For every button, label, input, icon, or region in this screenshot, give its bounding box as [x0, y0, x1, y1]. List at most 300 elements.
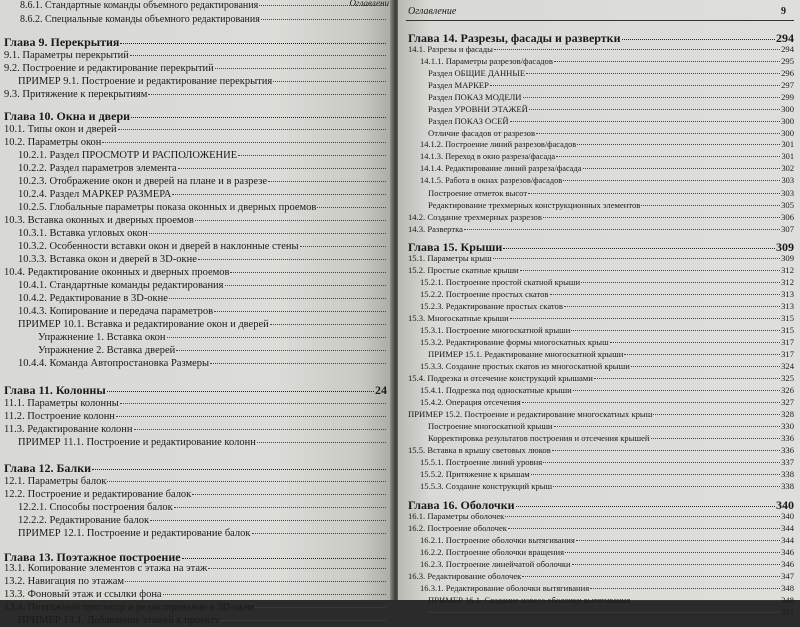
dot-leader [149, 233, 386, 234]
toc-entry-title: 13.3. Фоновый этаж и ссылки фона [4, 589, 162, 600]
toc-entry [4, 90, 387, 101]
dot-leader [238, 155, 386, 156]
chapter-heading [4, 462, 387, 474]
toc-entry-title: Редактирование трехмерных конструкционных элементов [428, 200, 641, 210]
toc-page-number: 348 [781, 595, 794, 605]
dot-leader [522, 402, 780, 403]
dot-leader [528, 193, 780, 194]
dot-leader [174, 507, 386, 508]
toc-entry [408, 213, 794, 222]
toc-entry-title: Упражнение 2. Вставка дверей [38, 345, 176, 356]
toc-entry-title: ПРИМЕР 15.1. Редактирование многоскатной крыши [428, 349, 624, 359]
toc-entry-title: Раздел ОБЩИЕ ДАННЫЕ [428, 68, 526, 78]
toc-entry [420, 536, 794, 545]
toc-entry-title: Раздел ПОКАЗ МОДЕЛИ [428, 92, 522, 102]
dot-leader [572, 564, 780, 565]
dot-leader [554, 426, 781, 427]
toc-entry [4, 51, 387, 62]
toc-entry [18, 190, 387, 201]
toc-entry-title: 11.1. Параметры колонны [4, 398, 119, 409]
toc-page-number: 324 [781, 361, 794, 371]
toc-entry [4, 577, 387, 588]
toc-entry [420, 362, 794, 371]
toc-entry-title: 15.3.1. Построение многоскатной крыши [420, 325, 571, 335]
toc-entry-title: Корректировка результатов построения и отсечения крышей [428, 433, 650, 443]
toc-entry-title: 15.4. Подрезка и отсечение конструкций крышами [408, 373, 593, 383]
toc-entry-title: 14.1.4. Редактирование линий разреза/фасада [420, 164, 582, 173]
dot-leader [583, 168, 781, 169]
left-page [0, 0, 393, 626]
left-running-head: Оглавлени [349, 0, 389, 8]
toc-page-number: 315 [781, 313, 794, 323]
toc-entry-title: 8.6.1. Стандартные команды объемного редактирования [20, 0, 259, 11]
toc-entry-title: 10.3.3. Вставка окон и дверей в 3D-окне [18, 254, 197, 265]
toc-entry-title: 16.2.3. Построение линейчатой оболочки [420, 559, 571, 569]
toc-page-number: 301 [781, 152, 794, 161]
dot-leader [107, 391, 374, 392]
toc-entry [428, 434, 794, 443]
toc-entry-title: 15.5. Вставка в крышу световых люков [408, 445, 551, 455]
chapter-heading [4, 36, 387, 48]
toc-entry [420, 326, 794, 335]
dot-leader [576, 540, 780, 541]
dot-leader [130, 55, 386, 56]
toc-entry [4, 216, 387, 227]
toc-entry [408, 45, 794, 54]
toc-entry-title: 10.3.2. Особенности вставки окон и дверей в наклонные стены [18, 241, 299, 252]
toc-entry [420, 338, 794, 347]
toc-entry [420, 57, 794, 66]
toc-entry-title: Глава 15. Крыши [408, 240, 503, 254]
toc-entry-title: 15.4.2. Операция отсечения [420, 397, 521, 407]
toc-entry [420, 153, 794, 161]
toc-entry-title: 9.1. Параметры перекрытий [4, 50, 129, 61]
toc-entry [408, 410, 794, 419]
toc-entry-title: 13.1. Копирование элементов с этажа на этаж [4, 563, 208, 574]
toc-page-number: 294 [781, 44, 794, 54]
toc-entry-title: 16.2.2. Построение оболочки вращения [420, 547, 565, 557]
toc-entry-title: 16.1. Параметры оболочек [408, 511, 505, 521]
toc-entry-title: 15.3.2. Редактирование формы многоскатных крыш [420, 337, 609, 347]
toc-entry [420, 386, 794, 395]
toc-entry-title: 15.2. Простые скатные крыши [408, 265, 519, 275]
toc-entry [428, 201, 794, 210]
toc-entry-title: 12.2.1. Способы построения балок [18, 502, 173, 513]
toc-entry [18, 616, 387, 627]
dot-leader [503, 248, 775, 249]
toc-entry [4, 64, 387, 75]
dot-leader [651, 438, 781, 439]
toc-entry [38, 333, 387, 344]
dot-leader [520, 270, 780, 271]
dot-leader [550, 294, 781, 295]
toc-entry-title: 9.3. Притяжение к перекрытиям [4, 89, 148, 100]
toc-entry [18, 359, 387, 370]
toc-entry-title: 12.2.2. Редактирование балок [18, 515, 150, 526]
toc-page-number: 301 [781, 140, 794, 149]
toc-entry-title: 10.3. Вставка оконных и дверных проемов [4, 215, 194, 226]
right-page [398, 0, 800, 617]
toc-entry-title: Глава 9. Перекрытия [4, 35, 120, 49]
toc-page-number: 346 [781, 559, 794, 569]
toc-page-number: 306 [781, 212, 794, 222]
toc-page-number: 299 [781, 92, 794, 102]
dot-leader [102, 142, 386, 143]
dot-leader [543, 462, 780, 463]
toc-entry [428, 81, 794, 90]
toc-entry [4, 268, 387, 279]
toc-entry [18, 307, 387, 318]
dot-leader [653, 414, 780, 415]
toc-page-number: 305 [781, 200, 794, 210]
toc-entry [4, 490, 387, 501]
toc-page-number: 313 [781, 289, 794, 299]
toc-entry [18, 438, 387, 449]
dot-leader [552, 450, 780, 451]
toc-entry [4, 603, 387, 614]
dot-leader [107, 481, 386, 482]
dot-leader [526, 73, 780, 74]
dot-leader [581, 282, 780, 283]
toc-entry [420, 482, 794, 491]
dot-leader [553, 486, 780, 487]
toc-entry-title: 15.3. Многоскатные крыши [408, 313, 509, 323]
dot-leader [169, 298, 386, 299]
dot-leader [631, 366, 780, 367]
toc-entry-title: Раздел МАРКЕР [428, 80, 489, 90]
dot-leader [221, 620, 386, 621]
page-number: 9 [781, 6, 786, 17]
toc-entry [18, 320, 387, 331]
toc-entry [4, 399, 387, 410]
toc-entry-title: 14.1. Разрезы и фасады [408, 44, 493, 54]
dot-leader [182, 558, 386, 559]
toc-entry [428, 105, 794, 114]
toc-entry-title: 10.2.1. Раздел ПРОСМОТР И РАСПОЛОЖЕНИЕ [18, 150, 238, 161]
toc-page-number: 327 [781, 397, 794, 407]
toc-entry-title: 15.4.1. Подрезка под односкатные крыши [420, 385, 572, 395]
toc-page-number: 336 [781, 445, 794, 455]
toc-entry [408, 314, 794, 323]
dot-leader [120, 403, 386, 404]
toc-page-number: 296 [781, 68, 794, 78]
toc-entry [420, 560, 794, 569]
dot-leader [610, 342, 780, 343]
dot-leader [125, 581, 386, 582]
toc-entry-title: 13.2. Навигация по этажам [4, 576, 125, 587]
toc-entry-title: ПРИМЕР 9.1. Построение и редактирование перекрытия [18, 76, 273, 87]
dot-leader [510, 121, 781, 122]
dot-leader [522, 576, 780, 577]
dot-leader [516, 506, 775, 507]
toc-page-number: 325 [781, 373, 794, 383]
toc-entry-title: 16.2. Построение оболочек [408, 523, 507, 533]
toc-entry-title: Построение многоскатной крыши [428, 421, 553, 431]
toc-entry-title: 11.3. Редактирование колонн [4, 424, 133, 435]
dot-leader [225, 285, 386, 286]
header-rule [406, 20, 794, 21]
dot-leader [255, 607, 386, 608]
toc-page-number: 300 [781, 116, 794, 126]
toc-entry-title: ПРИМЕР 15.2. Построение и редактирование многоскатных крыш [408, 409, 653, 419]
chapter-heading [4, 551, 387, 563]
dot-leader [214, 311, 386, 312]
toc-entry [408, 446, 794, 455]
dot-leader [317, 207, 386, 208]
dot-leader [554, 61, 780, 62]
toc-entry [420, 278, 794, 287]
toc-entry [420, 584, 794, 593]
toc-entry-title: 13.4. Поэтажный просмотр и редактирование в 3D-окне [4, 602, 255, 613]
toc-entry [4, 125, 387, 136]
dot-leader [134, 429, 386, 430]
dot-leader [564, 306, 780, 307]
dot-leader [464, 229, 780, 230]
toc-entry [18, 294, 387, 305]
toc-page-number: 348 [781, 583, 794, 593]
toc-entry [4, 590, 387, 601]
toc-entry-title: 14.1.2. Построение линий разрезов/фасадов [420, 140, 577, 149]
toc-entry-title: 16.3.1. Редактирование оболочки вытягивания [420, 583, 590, 593]
chapter-heading [408, 499, 794, 511]
toc-entry-title: 10.4.4. Команда Автопростановка Размеры [18, 358, 210, 369]
toc-entry [408, 512, 794, 521]
toc-page-number: 337 [781, 457, 794, 467]
toc-entry-title: 10.2. Параметры окон [4, 137, 102, 148]
dot-leader [268, 181, 386, 182]
toc-entry-title: 15.1. Параметры крыш [408, 253, 492, 263]
toc-entry-title: ПРИМЕР 11.1. Построение и редактирование колонн [18, 437, 256, 448]
dot-leader [631, 600, 780, 601]
dot-leader [273, 81, 386, 82]
toc-entry [4, 564, 387, 575]
toc-entry-title: 11.2. Построение колонн [4, 411, 115, 422]
toc-entry [4, 425, 387, 436]
dot-leader [172, 194, 386, 195]
toc-entry [18, 229, 387, 240]
toc-entry-title: 10.4.1. Стандартные команды редактирования [18, 280, 224, 291]
toc-entry [428, 608, 794, 617]
dot-leader [208, 568, 386, 569]
dot-leader [210, 363, 386, 364]
toc-entry [18, 77, 387, 88]
dot-leader [508, 528, 780, 529]
dot-leader [195, 220, 386, 221]
dot-leader [556, 156, 780, 157]
toc-entry [18, 164, 387, 175]
toc-entry [428, 93, 794, 102]
toc-entry-title: Глава 13. Поэтажное построение [4, 550, 181, 564]
toc-entry [428, 596, 794, 605]
toc-entry [408, 374, 794, 383]
toc-entry [420, 548, 794, 557]
toc-entry [20, 15, 387, 25]
chapter-heading [4, 384, 387, 396]
toc-entry-title: 15.5.2. Притяжение к крышам [420, 469, 530, 479]
dot-leader [565, 552, 780, 553]
toc-entry [428, 129, 794, 138]
toc-page-number: 330 [781, 421, 794, 431]
toc-page-number: 309 [781, 253, 794, 263]
toc-entry [420, 398, 794, 407]
dot-leader [257, 442, 386, 443]
toc-page-number: 297 [781, 80, 794, 90]
dot-leader [531, 474, 780, 475]
toc-page-number: 340 [776, 498, 794, 512]
toc-entry [408, 572, 794, 581]
dot-leader [573, 390, 780, 391]
toc-entry [420, 177, 794, 185]
toc-entry [420, 302, 794, 311]
toc-entry-title: 14.1.1. Параметры разрезов/фасадов [420, 56, 553, 66]
toc-entry-title: 10.2.5. Глобальные параметры показа оконных и дверных проемов [18, 202, 317, 213]
toc-page-number: 303 [781, 188, 794, 198]
toc-entry-title: ПРИМЕР 10.1. Вставка и редактирование окон и дверей [18, 319, 269, 330]
toc-entry-title: 14.3. Развертка [408, 224, 463, 234]
dot-leader [490, 85, 780, 86]
dot-leader [622, 39, 775, 40]
toc-page-number: 300 [781, 128, 794, 138]
toc-page-number: 303 [781, 176, 794, 185]
toc-entry [18, 203, 387, 214]
toc-entry-title: 15.3.3. Создание простых скатов из многоскатной крыши [420, 361, 630, 371]
toc-entry-title: 8.6.2. Специальные команды объемного редактирования [20, 14, 260, 25]
toc-entry [18, 242, 387, 253]
toc-entry-title: 14.2. Создание трехмерных разрезов [408, 212, 542, 222]
dot-leader [215, 68, 386, 69]
dot-leader [270, 324, 386, 325]
toc-entry-title: Глава 12. Балки [4, 461, 92, 475]
toc-entry-title: 15.2.1. Построение простой скатной крыши [420, 277, 581, 287]
toc-entry-title: 10.1. Типы окон и дверей [4, 124, 117, 135]
toc-page-number: 326 [781, 385, 794, 395]
toc-page-number: 300 [781, 104, 794, 114]
toc-entry-title: 10.3.1. Вставка угловых окон [18, 228, 148, 239]
toc-entry [18, 151, 387, 162]
dot-leader [252, 533, 386, 534]
toc-entry [420, 165, 794, 173]
toc-entry [18, 255, 387, 266]
toc-entry-title: 15.5.3. Создание конструкций крыш [420, 481, 553, 491]
dot-leader [536, 133, 780, 134]
toc-entry-title: 14.1.3. Переход в окно разреза/фасада [420, 152, 556, 161]
toc-entry-title: 15.5.1. Построение линий уровня [420, 457, 543, 467]
toc-entry-title: 10.2.4. Раздел МАРКЕР РАЗМЕРА [18, 189, 172, 200]
toc-entry [420, 290, 794, 299]
toc-entry [408, 524, 794, 533]
dot-leader [92, 469, 386, 470]
toc-entry [428, 117, 794, 126]
running-head: Оглавление [408, 6, 457, 17]
toc-entry [18, 177, 387, 188]
toc-entry [4, 477, 387, 488]
toc-entry-title: Отличие фасадов от разрезов [428, 128, 536, 138]
toc-page-number: 315 [781, 325, 794, 335]
toc-entry-title: 14.1.5. Работа в окнах разрезов/фасадов [420, 176, 563, 185]
toc-entry [38, 346, 387, 357]
toc-entry-title: 10.2.2. Раздел параметров элемента [18, 163, 177, 174]
toc-page-number: 338 [781, 481, 794, 491]
toc-page-number: 347 [781, 571, 794, 581]
toc-entry-title: 10.4.2. Редактирование в 3D-окне [18, 293, 168, 304]
dot-leader [131, 117, 386, 118]
toc-entry-title: Глава 14. Разрезы, фасады и развертки [408, 31, 621, 45]
toc-entry-title: Упражнение 1. Вставка окон [38, 332, 166, 343]
dot-leader [505, 516, 780, 517]
dot-leader [563, 180, 780, 181]
toc-entry [20, 1, 387, 11]
dot-leader [494, 49, 780, 50]
toc-page-number: 313 [781, 301, 794, 311]
toc-page-number: 317 [781, 337, 794, 347]
dot-leader [150, 520, 386, 521]
toc-entry-title: 10.2.3. Отображение окон и дверей на плане и в разрезе [18, 176, 268, 187]
dot-leader [198, 259, 386, 260]
toc-entry-title: 16.3. Редактирование оболочек [408, 571, 522, 581]
toc-entry-title: 16.2.1. Построение оболочки вытягивания [420, 535, 575, 545]
toc-entry-title: 10.4. Редактирование оконных и дверных проемов [4, 267, 230, 278]
dot-leader [590, 588, 780, 589]
toc-page-number: 24 [375, 383, 387, 397]
toc-page-number: 294 [776, 31, 794, 45]
dot-leader [192, 494, 386, 495]
toc-entry [18, 516, 387, 527]
toc-entry-title: Глава 11. Колонны [4, 383, 106, 397]
toc-entry [428, 422, 794, 431]
toc-entry [4, 412, 387, 423]
toc-entry [420, 470, 794, 479]
toc-page-number: 351 [781, 607, 794, 617]
dot-leader [163, 594, 386, 595]
toc-page-number: 344 [781, 535, 794, 545]
toc-entry [420, 458, 794, 467]
toc-page-number: 312 [781, 265, 794, 275]
toc-entry [428, 350, 794, 359]
toc-entry-title: Построение отметок высот [428, 188, 528, 198]
dot-leader [167, 337, 386, 338]
toc-entry [428, 189, 794, 198]
toc-entry [408, 266, 794, 275]
toc-page-number: 302 [781, 164, 794, 173]
dot-leader [116, 416, 386, 417]
toc-entry-title: 10.4.3. Копирование и передача параметров [18, 306, 214, 317]
chapter-heading [408, 241, 794, 253]
toc-page-number: 307 [781, 224, 794, 234]
toc-entry-title: 9.2. Построение и редактирование перекрытий [4, 63, 214, 74]
toc-page-number: 346 [781, 547, 794, 557]
toc-entry [18, 281, 387, 292]
dot-leader [148, 94, 386, 95]
toc-entry-title: Раздел ПОКАЗ ОСЕЙ [428, 116, 509, 126]
toc-page-number: 338 [781, 469, 794, 479]
dot-leader [529, 109, 780, 110]
toc-entry [408, 254, 794, 263]
toc-page-number: 312 [781, 277, 794, 287]
dot-leader [571, 330, 780, 331]
toc-page-number: 328 [781, 409, 794, 419]
toc-entry-title: 15.2.2. Построение простых скатов [420, 289, 549, 299]
toc-entry [18, 529, 387, 540]
dot-leader [429, 612, 780, 613]
toc-entry-title: 15.2.3. Редактирование простых скатов [420, 301, 563, 311]
toc-entry-title: Глава 10. Окна и двери [4, 109, 131, 123]
toc-page-number: 309 [776, 240, 794, 254]
dot-leader [178, 168, 386, 169]
dot-leader [300, 246, 386, 247]
toc-page-number: 340 [781, 511, 794, 521]
dot-leader [523, 97, 781, 98]
dot-leader [510, 318, 780, 319]
